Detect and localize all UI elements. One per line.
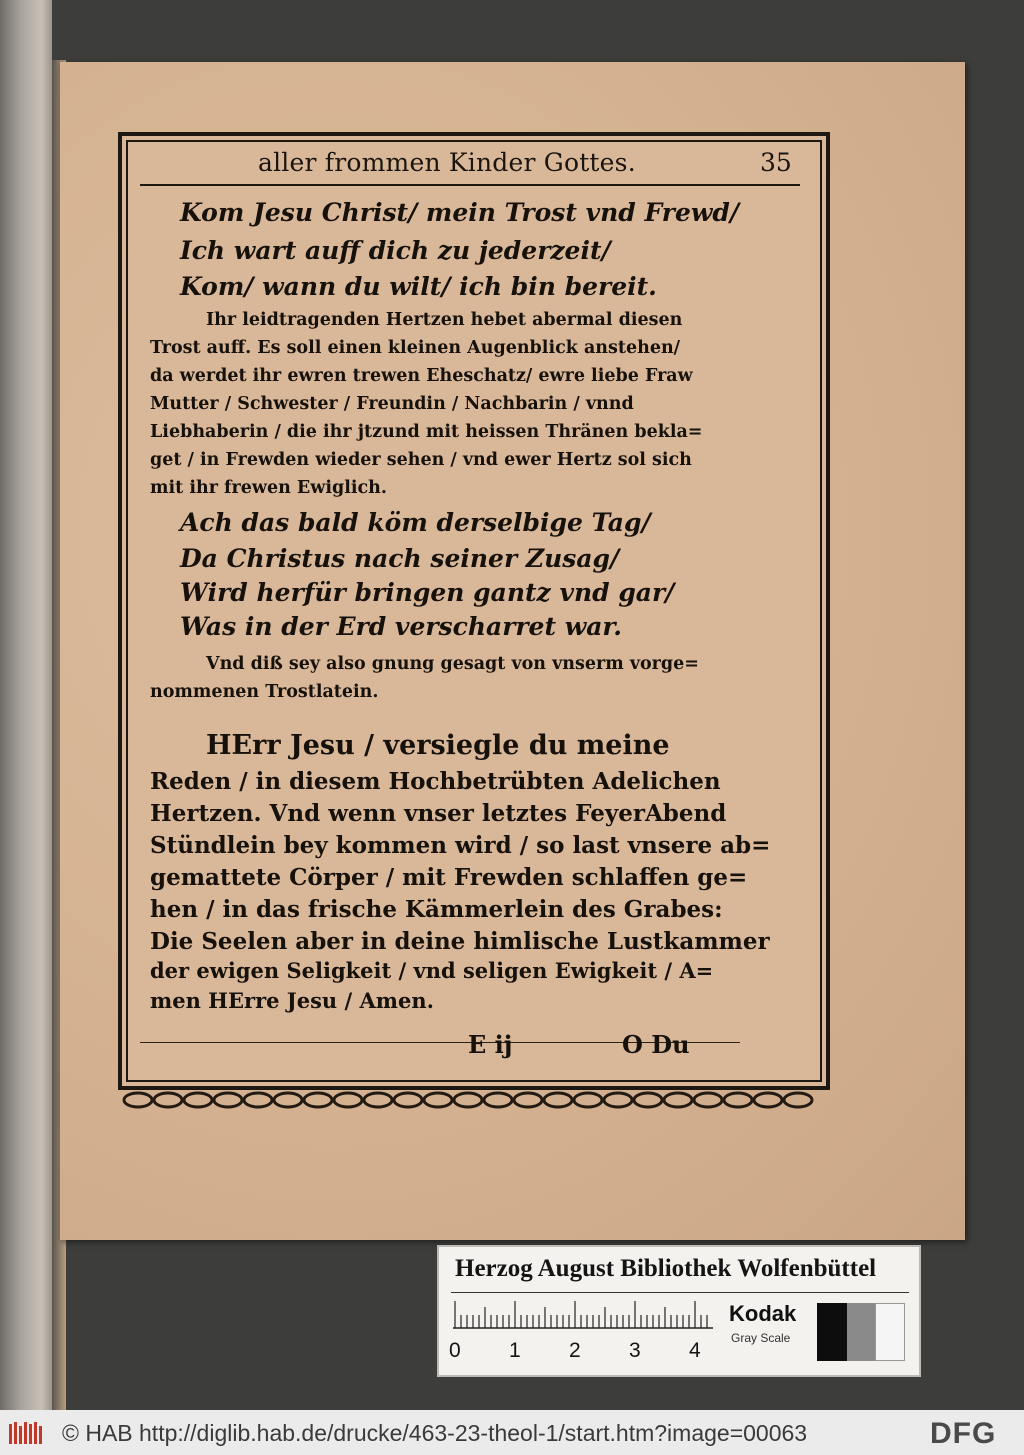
text-line: get / in Frewden wieder sehen / vnd ewer Hertz sol sich: [150, 450, 692, 470]
text-line: Kom/ wann du wilt/ ich bin bereit.: [180, 272, 657, 301]
label-rule: [451, 1292, 909, 1293]
text-line: Hertzen. Vnd wenn vnser letztes FeyerAbend: [150, 800, 727, 827]
library-label: [437, 1245, 921, 1377]
ruler-number: 4: [689, 1339, 701, 1362]
text-line: Was in der Erd verscharret war.: [180, 612, 623, 641]
text-line: Vnd diß sey also gnung gesagt von vnserm vorge=: [206, 654, 699, 674]
page-number: 35: [760, 148, 792, 177]
text-line: HErr Jesu / versiegle du meine: [206, 730, 670, 761]
catchword: O Du: [622, 1030, 690, 1059]
ornament-border: [118, 1080, 830, 1120]
scan-edge: [0, 0, 52, 1410]
running-head: aller frommen Kinder Gottes.: [258, 148, 636, 177]
text-line: nommenen Trostlatein.: [150, 682, 379, 702]
gray-swatch-white: [875, 1303, 905, 1361]
text-line: Die Seelen aber in deine himlische Lustkammer: [150, 928, 770, 955]
footer-citation: © HAB http://diglib.hab.de/drucke/463-23-theol-1/start.htm?image=00063: [62, 1420, 808, 1446]
text-line: der ewigen Seligkeit / vnd seligen Ewigkeit / A=: [150, 958, 714, 983]
ruler-number: 2: [569, 1339, 581, 1362]
text-line: hen / in das frische Kämmerlein des Grabes:: [150, 896, 723, 923]
ruler-icon: [453, 1301, 713, 1329]
text-line: Wird herfür bringen gantz vnd gar/: [180, 578, 675, 607]
ruler-number: 1: [509, 1339, 521, 1362]
footer-bar: [0, 1410, 1024, 1455]
text-line: Reden / in diesem Hochbetrübten Adelichen: [150, 768, 721, 795]
ruler-number: 0: [449, 1339, 461, 1362]
text-line: Trost auff. Es soll einen kleinen Augenblick anstehen/: [150, 338, 681, 358]
dfg-logo: DFG: [930, 1417, 997, 1450]
text-line: Liebhaberin / die ihr jtzund mit heissen Thränen bekla=: [150, 422, 703, 442]
label-title: Herzog August Bibliothek Wolfenbüttel: [455, 1255, 877, 1282]
text-line: gemattete Cörper / mit Frewden schlaffen ge=: [150, 864, 748, 891]
gray-swatch-mid: [847, 1303, 875, 1361]
text-line: Kom Jesu Christ/ mein Trost vnd Frewd/: [180, 198, 739, 227]
text-line: Ihr leidtragenden Hertzen hebet abermal diesen: [206, 310, 683, 330]
header-rule: [140, 184, 800, 186]
text-line: Ich wart auff dich zu jederzeit/: [180, 236, 611, 265]
ornament-border-icon: [118, 1080, 830, 1120]
signature-mark: E ij: [468, 1030, 513, 1059]
kodak-brand: Kodak: [729, 1301, 797, 1326]
text-line: mit ihr frewen Ewiglich.: [150, 478, 387, 498]
text-line: Mutter / Schwester / Freundin / Nachbarin / vnnd: [150, 394, 634, 414]
hab-logo-icon: [8, 1420, 46, 1446]
text-line: Ach das bald köm derselbige Tag/: [180, 508, 651, 537]
text-line: Stündlein bey kommen wird / so last vnsere ab=: [150, 832, 771, 859]
gray-swatch-black: [817, 1303, 847, 1361]
text-line: men HErre Jesu / Amen.: [150, 988, 434, 1013]
text-line: da werdet ihr ewren trewen Eheschatz/ ewre liebe Fraw: [150, 366, 693, 386]
ruler-number: 3: [629, 1339, 641, 1362]
gray-scale-label: Gray Scale: [731, 1331, 791, 1345]
text-line: Da Christus nach seiner Zusag/: [180, 544, 620, 573]
